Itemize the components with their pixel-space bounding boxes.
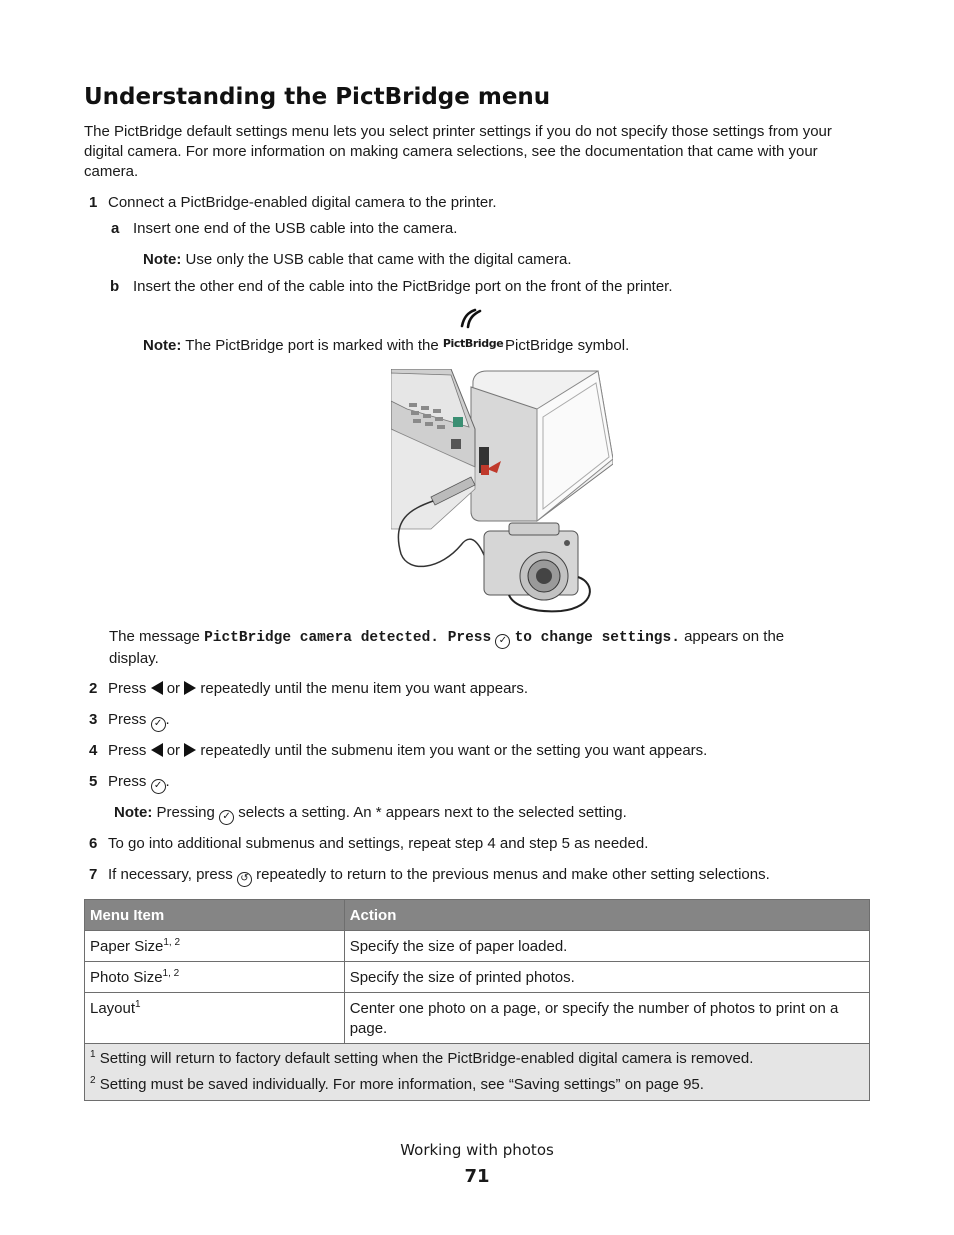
step-number: 6 (89, 835, 98, 852)
table-footnotes (85, 1044, 870, 1101)
table-row (85, 962, 870, 993)
pictbridge-menu-table (84, 899, 870, 1101)
table-footnotes-row (85, 1044, 870, 1101)
pictbridge-logo-icon (442, 332, 504, 352)
step-text: Connect a PictBridge-enabled digital camera to the printer. (108, 194, 497, 211)
note-label: Note: (143, 337, 182, 354)
step-text-end: . (165, 711, 170, 728)
check-circle-icon: ✓ (495, 634, 510, 649)
message-text-after: appears on the (684, 628, 785, 645)
step-text: Press (108, 680, 147, 697)
check-circle-icon: ✓ (151, 717, 166, 732)
note-label: Note: (114, 804, 153, 821)
footer-section-title: Working with photos (400, 1141, 554, 1159)
step-text: Insert the other end of the cable into the PictBridge port on the front of the printer. (133, 278, 673, 295)
step-number: 2 (89, 680, 98, 697)
note-text: The PictBridge port is marked with the (185, 337, 439, 354)
page-title: Understanding the PictBridge menu (84, 84, 551, 110)
step-number: 1 (89, 194, 98, 211)
step-1b (110, 277, 673, 297)
step-text: To go into additional submenus and settings, repeat step 4 and step 5 as needed. (108, 835, 649, 852)
step-text-rest: repeatedly until the menu item you want appears. (200, 680, 529, 697)
step-2 (89, 679, 528, 699)
note-text-rest: selects a setting. An * appears next to the selected setting. (238, 804, 627, 821)
step-text: Press (108, 742, 147, 759)
cell-action: Center one photo on a page, or specify the number of photos to print on a page. (344, 993, 869, 1044)
pictbridge-logo-text: PictBridge (442, 337, 504, 350)
header-menu-item: Menu Item (85, 900, 345, 931)
step-number: 5 (89, 773, 98, 790)
table-row (85, 931, 870, 962)
note-text-after: PictBridge symbol. (505, 337, 630, 354)
message-code-2: to change settings. (514, 630, 680, 646)
note-selects-setting (114, 803, 627, 825)
step-text: If necessary, press (108, 866, 233, 883)
page-number: 71 (464, 1166, 490, 1187)
step-7 (89, 865, 770, 887)
message-code: PictBridge camera detected. Press (204, 630, 492, 646)
step-5 (89, 772, 170, 794)
step-text-or: or (166, 742, 181, 759)
right-arrow-icon (184, 681, 196, 695)
step-text-rest: repeatedly to return to the previous menus and make other setting selections. (256, 866, 770, 883)
footnote-2: $^2$ Setting must be saved individually. For more information, see “Saving settings” on page 95. (90, 1075, 704, 1093)
step-text: Insert one end of the USB cable into the camera. (133, 220, 458, 237)
table-header-row (85, 900, 870, 931)
step-text-rest: repeatedly until the submenu item you want or the setting you want appears. (200, 742, 708, 759)
display-message (109, 627, 869, 669)
step-text: Press (108, 711, 147, 728)
intro-paragraph: The PictBridge default settings menu lets you select printer settings if you do not specify those settings from your digital camera. For more information on making camera selections, see the documentation that came with your camera. (84, 123, 832, 180)
table-row (85, 993, 870, 1044)
step-text: Press (108, 773, 147, 790)
cell-menu-item: Photo Size$^{1, 2}$ (85, 962, 345, 993)
check-circle-icon: ✓ (219, 810, 234, 825)
note-pictbridge-port (143, 332, 629, 356)
step-1 (89, 193, 497, 213)
printer-camera-drawing (391, 369, 613, 614)
step-text-or: or (166, 680, 181, 697)
cell-menu-item: Layout$^1$ (85, 993, 345, 1044)
substep-letter: a (111, 220, 120, 237)
back-arrow-circle-icon: ↺ (237, 872, 252, 887)
check-circle-icon: ✓ (151, 779, 166, 794)
message-text-line2: display. (109, 650, 159, 667)
cell-action: Specify the size of paper loaded. (344, 931, 869, 962)
step-text-end: . (165, 773, 170, 790)
step-number: 3 (89, 711, 98, 728)
step-number: 7 (89, 866, 98, 883)
left-arrow-icon (151, 681, 163, 695)
message-text: The message (109, 628, 200, 645)
printer-camera-illustration (391, 369, 613, 614)
footnote-1: $^1$ Setting will return to factory default setting when the PictBridge-enabled digital camera is removed. (90, 1049, 754, 1067)
right-arrow-icon (184, 743, 196, 757)
step-number: 4 (89, 742, 98, 759)
step-6 (89, 834, 648, 854)
note-label: Note: (143, 251, 182, 268)
cell-menu-item: Paper Size$^{1, 2}$ (85, 931, 345, 962)
substep-letter: b (110, 278, 120, 295)
step-4 (89, 741, 707, 761)
step-1a (111, 219, 457, 239)
cell-action: Specify the size of printed photos. (344, 962, 869, 993)
note-text: Pressing (156, 804, 215, 821)
header-action: Action (344, 900, 869, 931)
note-usb-cable (143, 250, 572, 270)
note-text: Use only the USB cable that came with the digital camera. (185, 251, 572, 268)
step-3 (89, 710, 170, 732)
left-arrow-icon (151, 743, 163, 757)
